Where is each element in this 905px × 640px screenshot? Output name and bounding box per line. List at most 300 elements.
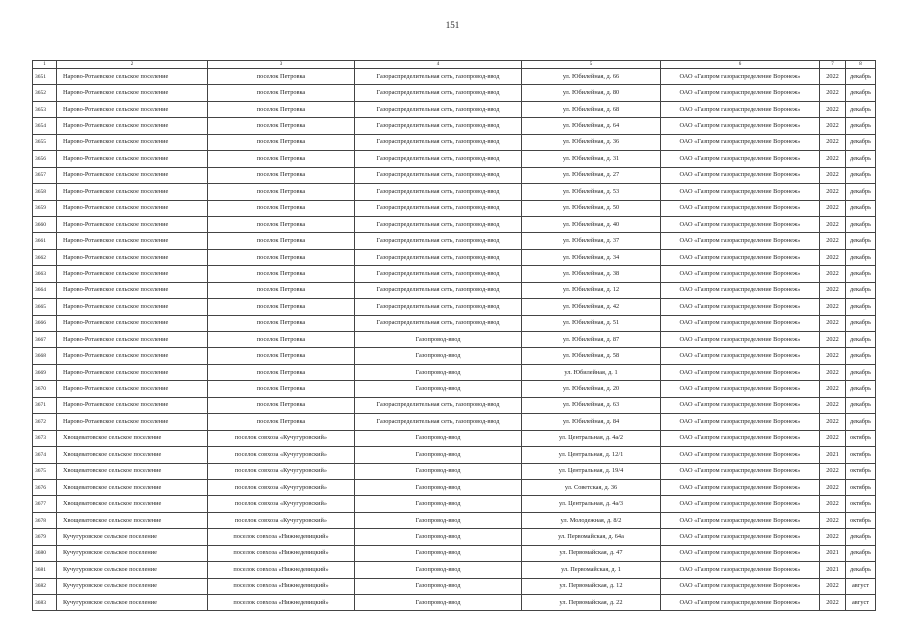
table-row bbox=[33, 364, 876, 380]
object-cell: Газораспределительная сеть, газопровод-ввод bbox=[355, 69, 522, 85]
header-cell: 8 bbox=[846, 61, 876, 69]
row-number-cell: 3652 bbox=[33, 85, 57, 101]
table-row bbox=[33, 118, 876, 134]
object-cell: Газораспределительная сеть, газопровод-ввод bbox=[355, 266, 522, 282]
object-cell: Газопровод-ввод bbox=[355, 364, 522, 380]
locality-cell: поселок Петровка bbox=[208, 348, 355, 364]
address-cell: ул. Центральная, д. 4а/3 bbox=[522, 496, 661, 512]
row-number-cell: 3656 bbox=[33, 151, 57, 167]
address-cell: ул. Юбилейная, д. 53 bbox=[522, 184, 661, 200]
table-row bbox=[33, 85, 876, 101]
object-cell: Газопровод-ввод bbox=[355, 332, 522, 348]
locality-cell: поселок Петровка bbox=[208, 167, 355, 183]
locality-cell: поселок совхоза «Нижнедевицкий» bbox=[208, 545, 355, 561]
table-row bbox=[33, 479, 876, 495]
year-cell: 2022 bbox=[820, 85, 846, 101]
table-row bbox=[33, 545, 876, 561]
year-cell: 2022 bbox=[820, 364, 846, 380]
month-cell: декабрь bbox=[846, 562, 876, 578]
address-cell: ул. Юбилейная, д. 80 bbox=[522, 85, 661, 101]
table-row bbox=[33, 200, 876, 216]
address-cell: ул. Юбилейная, д. 37 bbox=[522, 233, 661, 249]
year-cell: 2022 bbox=[820, 151, 846, 167]
object-cell: Газопровод-ввод bbox=[355, 545, 522, 561]
settlement-cell: Нарово-Ротаевское сельское поселение bbox=[57, 364, 208, 380]
row-number-cell: 3668 bbox=[33, 348, 57, 364]
settlement-cell: Нарово-Ротаевское сельское поселение bbox=[57, 299, 208, 315]
settlement-cell: Нарово-Ротаевское сельское поселение bbox=[57, 315, 208, 331]
month-cell: декабрь bbox=[846, 545, 876, 561]
month-cell: декабрь bbox=[846, 282, 876, 298]
year-cell: 2021 bbox=[820, 447, 846, 463]
month-cell: декабрь bbox=[846, 118, 876, 134]
object-cell: Газопровод-ввод bbox=[355, 529, 522, 545]
year-cell: 2022 bbox=[820, 249, 846, 265]
locality-cell: поселок Петровка bbox=[208, 249, 355, 265]
locality-cell: поселок Петровка bbox=[208, 151, 355, 167]
locality-cell: поселок Петровка bbox=[208, 364, 355, 380]
month-cell: декабрь bbox=[846, 69, 876, 85]
settlement-cell: Нарово-Ротаевское сельское поселение bbox=[57, 85, 208, 101]
month-cell: декабрь bbox=[846, 364, 876, 380]
object-cell: Газопровод-ввод bbox=[355, 496, 522, 512]
organization-cell: ОАО «Газпром газораспределение Воронеж» bbox=[661, 479, 820, 495]
organization-cell: ОАО «Газпром газораспределение Воронеж» bbox=[661, 233, 820, 249]
object-cell: Газопровод-ввод bbox=[355, 512, 522, 528]
organization-cell: ОАО «Газпром газораспределение Воронеж» bbox=[661, 118, 820, 134]
row-number-cell: 3671 bbox=[33, 397, 57, 413]
year-cell: 2022 bbox=[820, 184, 846, 200]
year-cell: 2022 bbox=[820, 332, 846, 348]
address-cell: ул. Юбилейная, д. 34 bbox=[522, 249, 661, 265]
month-cell: декабрь bbox=[846, 216, 876, 232]
year-cell: 2022 bbox=[820, 397, 846, 413]
settlement-cell: Хвощеватовское сельское поселение bbox=[57, 430, 208, 446]
row-number-cell: 3667 bbox=[33, 332, 57, 348]
locality-cell: поселок совхоза «Кучугуровский» bbox=[208, 447, 355, 463]
organization-cell: ОАО «Газпром газораспределение Воронеж» bbox=[661, 381, 820, 397]
object-cell: Газопровод-ввод bbox=[355, 479, 522, 495]
object-cell: Газопровод-ввод bbox=[355, 447, 522, 463]
organization-cell: ОАО «Газпром газораспределение Воронеж» bbox=[661, 216, 820, 232]
table-row bbox=[33, 282, 876, 298]
organization-cell: ОАО «Газпром газораспределение Воронеж» bbox=[661, 200, 820, 216]
settlement-cell: Нарово-Ротаевское сельское поселение bbox=[57, 266, 208, 282]
row-number-cell: 3672 bbox=[33, 414, 57, 430]
month-cell: декабрь bbox=[846, 151, 876, 167]
locality-cell: поселок совхоза «Нижнедевицкий» bbox=[208, 595, 355, 611]
organization-cell: ОАО «Газпром газораспределение Воронеж» bbox=[661, 545, 820, 561]
object-cell: Газопровод-ввод bbox=[355, 463, 522, 479]
table-row bbox=[33, 167, 876, 183]
header-cell: 4 bbox=[355, 61, 522, 69]
row-number-cell: 3660 bbox=[33, 216, 57, 232]
organization-cell: ОАО «Газпром газораспределение Воронеж» bbox=[661, 282, 820, 298]
table-row bbox=[33, 529, 876, 545]
month-cell: декабрь bbox=[846, 200, 876, 216]
organization-cell: ОАО «Газпром газораспределение Воронеж» bbox=[661, 397, 820, 413]
organization-cell: ОАО «Газпром газораспределение Воронеж» bbox=[661, 364, 820, 380]
object-cell: Газораспределительная сеть, газопровод-ввод bbox=[355, 151, 522, 167]
locality-cell: поселок Петровка bbox=[208, 134, 355, 150]
address-cell: ул. Юбилейная, д. 63 bbox=[522, 397, 661, 413]
year-cell: 2022 bbox=[820, 414, 846, 430]
address-cell: ул. Юбилейная, д. 51 bbox=[522, 315, 661, 331]
settlement-cell: Нарово-Ротаевское сельское поселение bbox=[57, 414, 208, 430]
settlement-cell: Нарово-Ротаевское сельское поселение bbox=[57, 233, 208, 249]
settlement-cell: Нарово-Ротаевское сельское поселение bbox=[57, 249, 208, 265]
year-cell: 2022 bbox=[820, 479, 846, 495]
table-row bbox=[33, 397, 876, 413]
month-cell: декабрь bbox=[846, 348, 876, 364]
address-cell: ул. Первомайская, д. 64а bbox=[522, 529, 661, 545]
row-number-cell: 3661 bbox=[33, 233, 57, 249]
settlement-cell: Нарово-Ротаевское сельское поселение bbox=[57, 216, 208, 232]
locality-cell: поселок Петровка bbox=[208, 332, 355, 348]
locality-cell: поселок совхоза «Нижнедевицкий» bbox=[208, 578, 355, 594]
month-cell: октябрь bbox=[846, 512, 876, 528]
address-cell: ул. Юбилейная, д. 84 bbox=[522, 414, 661, 430]
page-number: 151 bbox=[445, 20, 460, 30]
locality-cell: поселок Петровка bbox=[208, 118, 355, 134]
row-number-cell: 3658 bbox=[33, 184, 57, 200]
settlement-cell: Нарово-Ротаевское сельское поселение bbox=[57, 69, 208, 85]
header-cell: 7 bbox=[820, 61, 846, 69]
address-cell: ул. Юбилейная, д. 20 bbox=[522, 381, 661, 397]
locality-cell: поселок совхоза «Кучугуровский» bbox=[208, 430, 355, 446]
locality-cell: поселок Петровка bbox=[208, 184, 355, 200]
month-cell: август bbox=[846, 595, 876, 611]
address-cell: ул. Первомайская, д. 1 bbox=[522, 562, 661, 578]
month-cell: октябрь bbox=[846, 447, 876, 463]
table-row bbox=[33, 101, 876, 117]
organization-cell: ОАО «Газпром газораспределение Воронеж» bbox=[661, 332, 820, 348]
row-number-cell: 3677 bbox=[33, 496, 57, 512]
organization-cell: ОАО «Газпром газораспределение Воронеж» bbox=[661, 595, 820, 611]
row-number-cell: 3676 bbox=[33, 479, 57, 495]
address-cell: ул. Юбилейная, д. 31 bbox=[522, 151, 661, 167]
settlement-cell: Хвощеватовское сельское поселение bbox=[57, 496, 208, 512]
address-cell: ул. Юбилейная, д. 87 bbox=[522, 332, 661, 348]
header-cell: 6 bbox=[661, 61, 820, 69]
row-number-cell: 3675 bbox=[33, 463, 57, 479]
object-cell: Газопровод-ввод bbox=[355, 578, 522, 594]
year-cell: 2022 bbox=[820, 463, 846, 479]
organization-cell: ОАО «Газпром газораспределение Воронеж» bbox=[661, 249, 820, 265]
table-row bbox=[33, 233, 876, 249]
table-row bbox=[33, 512, 876, 528]
table-row bbox=[33, 348, 876, 364]
settlement-cell: Нарово-Ротаевское сельское поселение bbox=[57, 381, 208, 397]
address-cell: ул. Юбилейная, д. 38 bbox=[522, 266, 661, 282]
row-number-cell: 3659 bbox=[33, 200, 57, 216]
year-cell: 2022 bbox=[820, 512, 846, 528]
object-cell: Газораспределительная сеть, газопровод-ввод bbox=[355, 118, 522, 134]
organization-cell: ОАО «Газпром газораспределение Воронеж» bbox=[661, 85, 820, 101]
organization-cell: ОАО «Газпром газораспределение Воронеж» bbox=[661, 167, 820, 183]
year-cell: 2022 bbox=[820, 282, 846, 298]
year-cell: 2021 bbox=[820, 545, 846, 561]
row-number-cell: 3681 bbox=[33, 562, 57, 578]
locality-cell: поселок совхоза «Кучугуровский» bbox=[208, 496, 355, 512]
organization-cell: ОАО «Газпром газораспределение Воронеж» bbox=[661, 315, 820, 331]
table-row bbox=[33, 299, 876, 315]
row-number-cell: 3669 bbox=[33, 364, 57, 380]
month-cell: октябрь bbox=[846, 430, 876, 446]
object-cell: Газораспределительная сеть, газопровод-ввод bbox=[355, 101, 522, 117]
organization-cell: ОАО «Газпром газораспределение Воронеж» bbox=[661, 134, 820, 150]
row-number-cell: 3683 bbox=[33, 595, 57, 611]
year-cell: 2022 bbox=[820, 381, 846, 397]
month-cell: декабрь bbox=[846, 101, 876, 117]
header-row bbox=[33, 61, 876, 69]
address-cell: ул. Молодежная, д. 8/2 bbox=[522, 512, 661, 528]
locality-cell: поселок Петровка bbox=[208, 266, 355, 282]
year-cell: 2022 bbox=[820, 200, 846, 216]
organization-cell: ОАО «Газпром газораспределение Воронеж» bbox=[661, 562, 820, 578]
address-cell: ул. Первомайская, д. 22 bbox=[522, 595, 661, 611]
month-cell: август bbox=[846, 578, 876, 594]
header-cell: 3 bbox=[208, 61, 355, 69]
month-cell: октябрь bbox=[846, 463, 876, 479]
address-cell: ул. Юбилейная, д. 36 bbox=[522, 134, 661, 150]
row-number-cell: 3657 bbox=[33, 167, 57, 183]
locality-cell: поселок совхоза «Нижнедевицкий» bbox=[208, 562, 355, 578]
address-cell: ул. Юбилейная, д. 50 bbox=[522, 200, 661, 216]
month-cell: декабрь bbox=[846, 299, 876, 315]
organization-cell: ОАО «Газпром газораспределение Воронеж» bbox=[661, 299, 820, 315]
address-cell: ул. Юбилейная, д. 40 bbox=[522, 216, 661, 232]
object-cell: Газораспределительная сеть, газопровод-ввод bbox=[355, 134, 522, 150]
settlement-cell: Кучугуровское сельское поселение bbox=[57, 562, 208, 578]
organization-cell: ОАО «Газпром газораспределение Воронеж» bbox=[661, 69, 820, 85]
locality-cell: поселок совхоза «Нижнедевицкий» bbox=[208, 529, 355, 545]
year-cell: 2022 bbox=[820, 299, 846, 315]
locality-cell: поселок Петровка bbox=[208, 299, 355, 315]
year-cell: 2022 bbox=[820, 233, 846, 249]
month-cell: декабрь bbox=[846, 233, 876, 249]
settlement-cell: Нарово-Ротаевское сельское поселение bbox=[57, 167, 208, 183]
row-number-cell: 3674 bbox=[33, 447, 57, 463]
settlement-cell: Кучугуровское сельское поселение bbox=[57, 595, 208, 611]
year-cell: 2022 bbox=[820, 134, 846, 150]
row-number-cell: 3673 bbox=[33, 430, 57, 446]
locality-cell: поселок Петровка bbox=[208, 69, 355, 85]
month-cell: декабрь bbox=[846, 397, 876, 413]
year-cell: 2022 bbox=[820, 348, 846, 364]
object-cell: Газораспределительная сеть, газопровод-ввод bbox=[355, 249, 522, 265]
settlement-cell: Хвощеватовское сельское поселение bbox=[57, 512, 208, 528]
locality-cell: поселок Петровка bbox=[208, 85, 355, 101]
organization-cell: ОАО «Газпром газораспределение Воронеж» bbox=[661, 414, 820, 430]
organization-cell: ОАО «Газпром газораспределение Воронеж» bbox=[661, 348, 820, 364]
row-number-cell: 3670 bbox=[33, 381, 57, 397]
row-number-cell: 3655 bbox=[33, 134, 57, 150]
address-cell: ул. Юбилейная, д. 64 bbox=[522, 118, 661, 134]
month-cell: декабрь bbox=[846, 315, 876, 331]
address-cell: ул. Центральная, д. 4а/2 bbox=[522, 430, 661, 446]
locality-cell: поселок Петровка bbox=[208, 397, 355, 413]
object-cell: Газораспределительная сеть, газопровод-ввод bbox=[355, 200, 522, 216]
row-number-cell: 3664 bbox=[33, 282, 57, 298]
month-cell: декабрь bbox=[846, 414, 876, 430]
table-row bbox=[33, 578, 876, 594]
year-cell: 2022 bbox=[820, 529, 846, 545]
settlement-cell: Нарово-Ротаевское сельское поселение bbox=[57, 200, 208, 216]
header-cell: 1 bbox=[33, 61, 57, 69]
table-row bbox=[33, 69, 876, 85]
address-cell: ул. Первомайская, д. 12 bbox=[522, 578, 661, 594]
settlement-cell: Кучугуровское сельское поселение bbox=[57, 545, 208, 561]
locality-cell: поселок Петровка bbox=[208, 101, 355, 117]
month-cell: октябрь bbox=[846, 479, 876, 495]
month-cell: декабрь bbox=[846, 85, 876, 101]
object-cell: Газораспределительная сеть, газопровод-ввод bbox=[355, 299, 522, 315]
month-cell: декабрь bbox=[846, 249, 876, 265]
month-cell: декабрь bbox=[846, 529, 876, 545]
table-row bbox=[33, 414, 876, 430]
row-number-cell: 3680 bbox=[33, 545, 57, 561]
month-cell: декабрь bbox=[846, 266, 876, 282]
settlement-cell: Нарово-Ротаевское сельское поселение bbox=[57, 282, 208, 298]
object-cell: Газораспределительная сеть, газопровод-ввод bbox=[355, 85, 522, 101]
address-cell: ул. Юбилейная, д. 27 bbox=[522, 167, 661, 183]
locality-cell: поселок Петровка bbox=[208, 414, 355, 430]
settlement-cell: Нарово-Ротаевское сельское поселение bbox=[57, 101, 208, 117]
address-cell: ул. Первомайская, д. 47 bbox=[522, 545, 661, 561]
organization-cell: ОАО «Газпром газораспределение Воронеж» bbox=[661, 529, 820, 545]
row-number-cell: 3678 bbox=[33, 512, 57, 528]
locality-cell: поселок Петровка bbox=[208, 315, 355, 331]
settlement-cell: Кучугуровское сельское поселение bbox=[57, 578, 208, 594]
locality-cell: поселок Петровка bbox=[208, 233, 355, 249]
row-number-cell: 3682 bbox=[33, 578, 57, 594]
table-row bbox=[33, 381, 876, 397]
object-cell: Газораспределительная сеть, газопровод-ввод bbox=[355, 167, 522, 183]
table-row bbox=[33, 266, 876, 282]
locality-cell: поселок совхоза «Кучугуровский» bbox=[208, 463, 355, 479]
header-cell: 5 bbox=[522, 61, 661, 69]
settlement-cell: Нарово-Ротаевское сельское поселение bbox=[57, 397, 208, 413]
object-cell: Газораспределительная сеть, газопровод-ввод bbox=[355, 397, 522, 413]
table-row bbox=[33, 184, 876, 200]
object-cell: Газопровод-ввод bbox=[355, 595, 522, 611]
row-number-cell: 3666 bbox=[33, 315, 57, 331]
year-cell: 2022 bbox=[820, 430, 846, 446]
header-cell: 2 bbox=[57, 61, 208, 69]
organization-cell: ОАО «Газпром газораспределение Воронеж» bbox=[661, 496, 820, 512]
table-row bbox=[33, 151, 876, 167]
table-row bbox=[33, 496, 876, 512]
row-number-cell: 3653 bbox=[33, 101, 57, 117]
address-cell: ул. Советская, д. 36 bbox=[522, 479, 661, 495]
table-row bbox=[33, 216, 876, 232]
year-cell: 2022 bbox=[820, 595, 846, 611]
year-cell: 2022 bbox=[820, 101, 846, 117]
row-number-cell: 3663 bbox=[33, 266, 57, 282]
address-cell: ул. Юбилейная, д. 42 bbox=[522, 299, 661, 315]
organization-cell: ОАО «Газпром газораспределение Воронеж» bbox=[661, 266, 820, 282]
settlement-cell: Нарово-Ротаевское сельское поселение bbox=[57, 134, 208, 150]
settlement-cell: Хвощеватовское сельское поселение bbox=[57, 463, 208, 479]
object-cell: Газораспределительная сеть, газопровод-ввод bbox=[355, 315, 522, 331]
row-number-cell: 3662 bbox=[33, 249, 57, 265]
organization-cell: ОАО «Газпром газораспределение Воронеж» bbox=[661, 463, 820, 479]
year-cell: 2022 bbox=[820, 167, 846, 183]
year-cell: 2022 bbox=[820, 578, 846, 594]
row-number-cell: 3654 bbox=[33, 118, 57, 134]
year-cell: 2022 bbox=[820, 118, 846, 134]
table-row bbox=[33, 134, 876, 150]
row-number-cell: 3651 bbox=[33, 69, 57, 85]
address-cell: ул. Юбилейная, д. 12 bbox=[522, 282, 661, 298]
year-cell: 2022 bbox=[820, 69, 846, 85]
address-cell: ул. Юбилейная, д. 1 bbox=[522, 364, 661, 380]
organization-cell: ОАО «Газпром газораспределение Воронеж» bbox=[661, 151, 820, 167]
table-row bbox=[33, 562, 876, 578]
settlement-cell: Нарово-Ротаевское сельское поселение bbox=[57, 118, 208, 134]
address-cell: ул. Центральная, д. 12/1 bbox=[522, 447, 661, 463]
organization-cell: ОАО «Газпром газораспределение Воронеж» bbox=[661, 430, 820, 446]
object-cell: Газопровод-ввод bbox=[355, 381, 522, 397]
row-number-cell: 3679 bbox=[33, 529, 57, 545]
organization-cell: ОАО «Газпром газораспределение Воронеж» bbox=[661, 578, 820, 594]
year-cell: 2022 bbox=[820, 315, 846, 331]
locality-cell: поселок совхоза «Кучугуровский» bbox=[208, 479, 355, 495]
month-cell: октябрь bbox=[846, 496, 876, 512]
object-cell: Газораспределительная сеть, газопровод-ввод bbox=[355, 184, 522, 200]
object-cell: Газопровод-ввод bbox=[355, 430, 522, 446]
settlement-cell: Хвощеватовское сельское поселение bbox=[57, 447, 208, 463]
organization-cell: ОАО «Газпром газораспределение Воронеж» bbox=[661, 512, 820, 528]
object-cell: Газораспределительная сеть, газопровод-ввод bbox=[355, 282, 522, 298]
row-number-cell: 3665 bbox=[33, 299, 57, 315]
address-cell: ул. Юбилейная, д. 58 bbox=[522, 348, 661, 364]
locality-cell: поселок Петровка bbox=[208, 200, 355, 216]
locality-cell: поселок Петровка bbox=[208, 282, 355, 298]
table-row bbox=[33, 332, 876, 348]
locality-cell: поселок совхоза «Кучугуровский» bbox=[208, 512, 355, 528]
address-cell: ул. Центральная, д. 19/4 bbox=[522, 463, 661, 479]
settlement-cell: Хвощеватовское сельское поселение bbox=[57, 479, 208, 495]
object-cell: Газораспределительная сеть, газопровод-ввод bbox=[355, 216, 522, 232]
object-cell: Газораспределительная сеть, газопровод-ввод bbox=[355, 414, 522, 430]
settlement-cell: Нарово-Ротаевское сельское поселение bbox=[57, 332, 208, 348]
table-row bbox=[33, 249, 876, 265]
object-cell: Газопровод-ввод bbox=[355, 562, 522, 578]
table-body bbox=[33, 61, 876, 611]
settlement-cell: Нарово-Ротаевское сельское поселение bbox=[57, 348, 208, 364]
table-row bbox=[33, 447, 876, 463]
object-cell: Газопровод-ввод bbox=[355, 348, 522, 364]
year-cell: 2022 bbox=[820, 496, 846, 512]
table-row bbox=[33, 463, 876, 479]
settlement-cell: Нарово-Ротаевское сельское поселение bbox=[57, 151, 208, 167]
organization-cell: ОАО «Газпром газораспределение Воронеж» bbox=[661, 101, 820, 117]
year-cell: 2022 bbox=[820, 266, 846, 282]
address-cell: ул. Юбилейная, д. 68 bbox=[522, 101, 661, 117]
settlement-cell: Нарово-Ротаевское сельское поселение bbox=[57, 184, 208, 200]
table-row bbox=[33, 315, 876, 331]
locality-cell: поселок Петровка bbox=[208, 381, 355, 397]
year-cell: 2021 bbox=[820, 562, 846, 578]
year-cell: 2022 bbox=[820, 216, 846, 232]
table-row bbox=[33, 430, 876, 446]
table-row bbox=[33, 595, 876, 611]
month-cell: декабрь bbox=[846, 184, 876, 200]
month-cell: декабрь bbox=[846, 332, 876, 348]
gasification-table bbox=[32, 60, 876, 611]
